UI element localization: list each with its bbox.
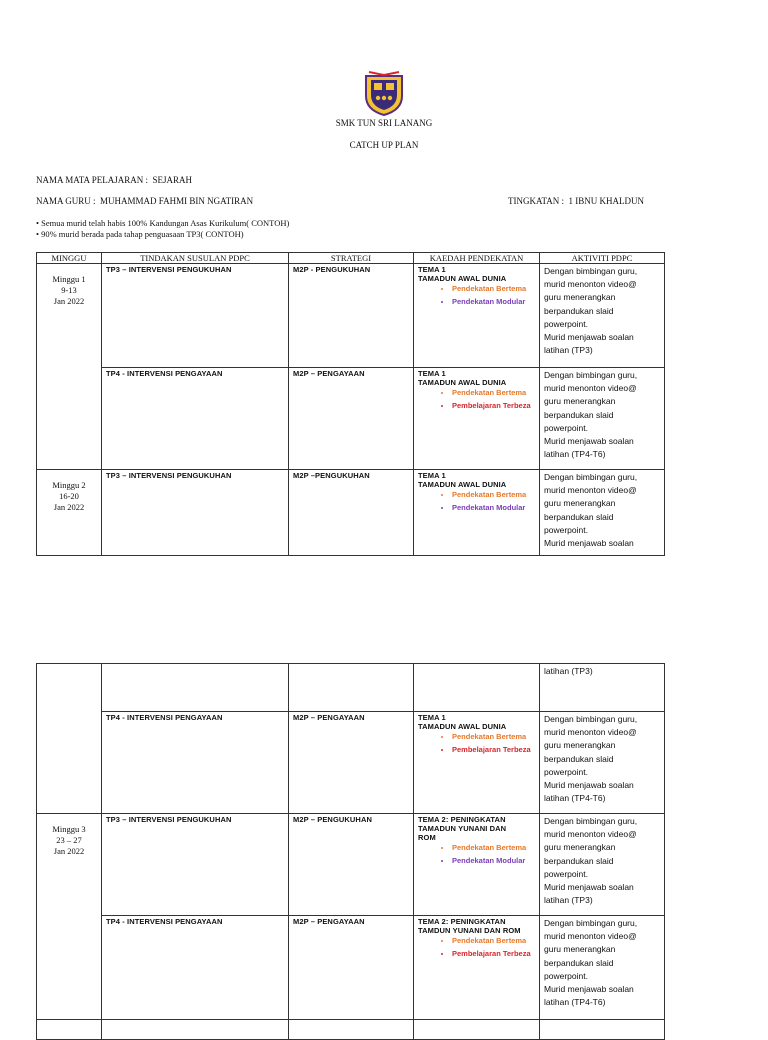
activity-line: latihan (TP3) <box>544 666 593 676</box>
action-cell <box>102 1020 289 1040</box>
activity-line: latihan (TP3) <box>544 895 593 906</box>
activity-line: murid menonton video@ <box>544 279 637 290</box>
approach-item: • Pendekatan Bertema <box>452 843 535 853</box>
approach-item: • Pendekatan Modular <box>452 297 535 307</box>
strategy-cell <box>289 1020 414 1040</box>
activity-cell <box>540 1020 665 1040</box>
week-label: Minggu 1 <box>52 274 86 284</box>
strategy-cell: M2P – PENGUKUHAN <box>289 814 414 916</box>
action-cell: TP4 - INTERVENSI PENGAYAAN <box>102 712 289 814</box>
strategy-cell: M2P – PENGAYAAN <box>289 712 414 814</box>
activity-line: latihan (TP4-T6) <box>544 997 606 1008</box>
action-cell: TP4 - INTERVENSI PENGAYAAN <box>102 368 289 470</box>
note-line: • 90% murid berada pada tahap penguasaan TP3( CONTOH) <box>36 229 244 239</box>
subject-line: NAMA MATA PELAJARAN : SEJARAH <box>36 175 193 185</box>
approach-item: • Pembelajaran Terbeza <box>452 401 535 411</box>
activity-cell <box>540 814 665 916</box>
activity-line: powerpoint. <box>544 868 588 879</box>
theme-line: TAMADUN AWAL DUNIA <box>418 480 507 489</box>
activity-line: berpandukan slaid <box>544 753 614 764</box>
header-strategi: STRATEGI <box>289 253 414 264</box>
note-line: • Semua murid telah habis 100% Kandungan Asas Kurikulum( CONTOH) <box>36 218 290 228</box>
activity-line: murid menonton video@ <box>544 727 637 738</box>
approach-cell <box>414 814 540 916</box>
week-month: Jan 2022 <box>53 846 85 856</box>
table-row <box>37 814 665 916</box>
approach-cell <box>414 368 540 470</box>
week-label: Minggu 3 <box>52 824 86 834</box>
strategy-cell: M2P - PENGUKUHAN <box>289 264 414 368</box>
week-cell <box>37 264 102 470</box>
action-cell: TP3 – INTERVENSI PENGUKUHAN <box>102 470 289 556</box>
activity-cell <box>540 712 665 814</box>
week-cell <box>37 814 102 1020</box>
activity-cell <box>540 264 665 368</box>
table-row <box>37 264 665 368</box>
theme-line: TEMA 1 <box>418 713 446 722</box>
theme-line: TAMDUN YUNANI DAN ROM <box>418 926 521 935</box>
strategy-cell: M2P –PENGUKUHAN <box>289 470 414 556</box>
week-cell <box>37 1020 102 1040</box>
activity-cell <box>540 470 665 556</box>
plan-title: CATCH UP PLAN <box>349 140 419 150</box>
activity-line: guru menerangkan <box>544 498 616 509</box>
school-crest-logo <box>363 70 405 116</box>
activity-cell <box>540 916 665 1020</box>
approach-item: • Pendekatan Bertema <box>452 388 535 398</box>
activity-line: powerpoint. <box>544 524 588 535</box>
week-month: Jan 2022 <box>53 502 85 512</box>
activity-line: berpandukan slaid <box>544 855 614 866</box>
theme-line: TAMADUN AWAL DUNIA <box>418 378 507 387</box>
week-month: Jan 2022 <box>53 296 85 306</box>
activity-line: powerpoint. <box>544 422 588 433</box>
activity-line: berpandukan slaid <box>544 305 614 316</box>
activity-line: Murid menjawab soalan <box>544 332 634 343</box>
activity-line: murid menonton video@ <box>544 931 637 942</box>
activity-line: latihan (TP3) <box>544 345 593 356</box>
approach-item: • Pembelajaran Terbeza <box>452 745 535 755</box>
theme-line: TEMA 1 <box>418 265 446 274</box>
activity-line: Murid menjawab soalan <box>544 436 634 447</box>
activity-line: powerpoint. <box>544 318 588 329</box>
school-name: SMK TUN SRI LANANG <box>335 118 433 128</box>
activity-line: guru menerangkan <box>544 944 616 955</box>
activity-line: guru menerangkan <box>544 740 616 751</box>
activity-line: Murid menjawab soalan <box>544 984 634 995</box>
theme-line: TAMADUN AWAL DUNIA <box>418 722 507 731</box>
activity-line: latihan (TP4-T6) <box>544 449 606 460</box>
action-cell <box>102 664 289 712</box>
approach-item: • Pendekatan Bertema <box>452 732 535 742</box>
approach-cell <box>414 264 540 368</box>
approach-item: • Pendekatan Bertema <box>452 936 535 946</box>
activity-line: Dengan bimbingan guru, <box>544 266 638 276</box>
approach-item: • Pendekatan Bertema <box>452 490 535 500</box>
theme-line: TEMA 2: PENINGKATAN <box>418 815 506 824</box>
form-line: TINGKATAN : 1 IBNU KHALDUN <box>508 196 645 206</box>
table-row <box>37 1020 665 1040</box>
activity-line: berpandukan slaid <box>544 409 614 420</box>
table-row <box>37 368 665 470</box>
header-tindakan: TINDAKAN SUSULAN PDPC <box>102 253 289 264</box>
activity-line: Murid menjawab soalan <box>544 780 634 791</box>
header-aktiviti: AKTIVITI PDPC <box>540 253 665 264</box>
activity-line: Dengan bimbingan guru, <box>544 370 638 380</box>
theme-line: TAMADUN YUNANI DAN <box>418 824 507 833</box>
header-kaedah: KAEDAH PENDEKATAN <box>414 253 540 264</box>
table-row <box>37 916 665 1020</box>
approach-item: • Pendekatan Modular <box>452 503 535 513</box>
plan-table-page-2 <box>36 663 665 1040</box>
strategy-cell: M2P – PENGAYAAN <box>289 916 414 1020</box>
activity-line: murid menonton video@ <box>544 485 637 496</box>
approach-cell <box>414 712 540 814</box>
header-minggu: MINGGU <box>37 253 102 264</box>
activity-line: powerpoint. <box>544 970 588 981</box>
activity-line: guru menerangkan <box>544 842 616 853</box>
activity-line: Dengan bimbingan guru, <box>544 918 638 928</box>
week-dates: 23 – 27 <box>56 835 82 845</box>
activity-line: Murid menjawab soalan <box>544 538 634 549</box>
theme-line: TEMA 1 <box>418 369 446 378</box>
activity-line: murid menonton video@ <box>544 829 637 840</box>
activity-line: berpandukan slaid <box>544 511 614 522</box>
activity-line: Murid menjawab soalan <box>544 882 634 893</box>
theme-line: TEMA 1 <box>418 471 446 480</box>
table-row <box>37 470 665 556</box>
theme-line: TEMA 2: PENINGKATAN <box>418 917 506 926</box>
approach-item: • Pembelajaran Terbeza <box>452 949 535 959</box>
action-cell: TP3 – INTERVENSI PENGUKUHAN <box>102 264 289 368</box>
approach-item: • Pendekatan Bertema <box>452 284 535 294</box>
week-dates: 9-13 <box>61 285 77 295</box>
approach-item: • Pendekatan Modular <box>452 856 535 866</box>
action-cell: TP4 - INTERVENSI PENGAYAAN <box>102 916 289 1020</box>
activity-line: Dengan bimbingan guru, <box>544 714 638 724</box>
activity-line: latihan (TP4-T6) <box>544 793 606 804</box>
activity-line: murid menonton video@ <box>544 383 637 394</box>
week-dates: 16-20 <box>59 491 79 501</box>
strategy-cell <box>289 664 414 712</box>
activity-cell <box>540 368 665 470</box>
activity-line: Dengan bimbingan guru, <box>544 816 638 826</box>
activity-line: powerpoint. <box>544 766 588 777</box>
week-cell <box>37 470 102 556</box>
plan-table-page-1 <box>36 252 665 556</box>
table-header-row <box>37 253 665 264</box>
theme-line: TAMADUN AWAL DUNIA <box>418 274 507 283</box>
approach-cell <box>414 664 540 712</box>
strategy-cell: M2P – PENGAYAAN <box>289 368 414 470</box>
activity-line: Dengan bimbingan guru, <box>544 472 638 482</box>
week-cell <box>37 664 102 814</box>
approach-cell <box>414 916 540 1020</box>
teacher-line: NAMA GURU : MUHAMMAD FAHMI BIN NGATIRAN <box>36 196 254 206</box>
approach-cell <box>414 470 540 556</box>
table-row <box>37 712 665 814</box>
activity-line: guru menerangkan <box>544 396 616 407</box>
table-row <box>37 664 665 712</box>
activity-line: guru menerangkan <box>544 292 616 303</box>
week-label: Minggu 2 <box>52 480 86 490</box>
activity-cell <box>540 664 665 712</box>
approach-cell <box>414 1020 540 1040</box>
theme-line: ROM <box>418 833 436 842</box>
action-cell: TP3 – INTERVENSI PENGUKUHAN <box>102 814 289 916</box>
activity-line: berpandukan slaid <box>544 957 614 968</box>
